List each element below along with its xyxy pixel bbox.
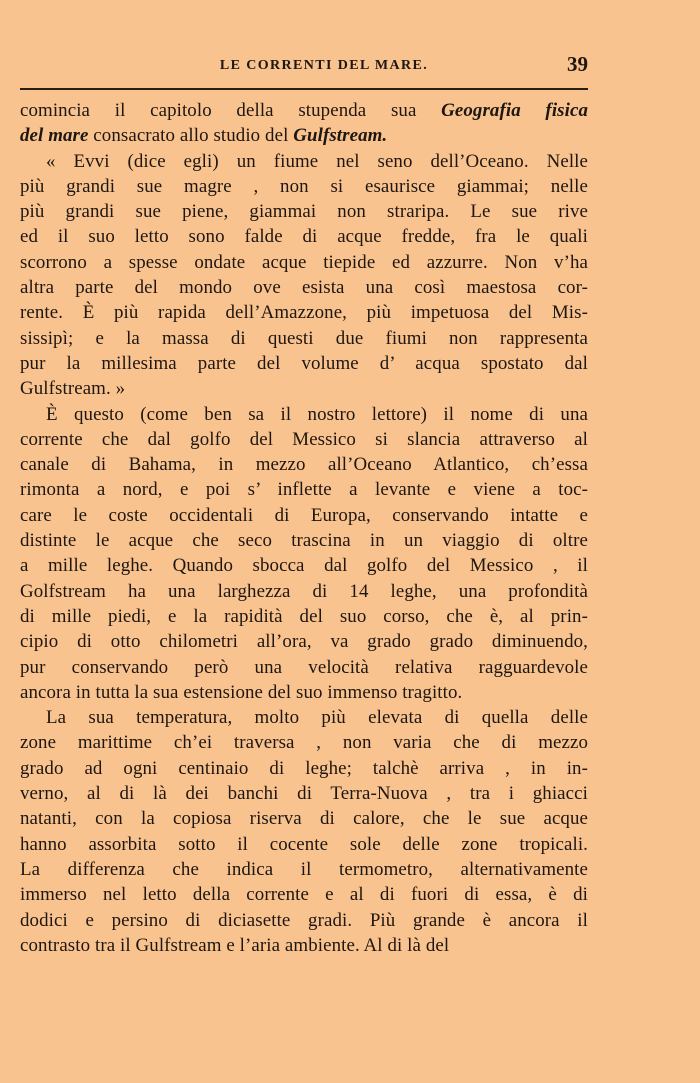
text-line [20,452,588,477]
text-line [20,402,588,427]
text-line [20,579,588,604]
text-line [20,123,588,148]
text-run: canale di Bahama, in mezzo all’Oceano Atlantico, ch’essa [20,454,588,476]
text-run: sissipì; e la massa di questi due fiumi non rappresenta [20,327,588,349]
text-line [20,604,588,629]
text-run: ancora in tutta la sua estensione del suo immenso tragitto. [20,681,463,703]
text-line [20,275,588,300]
text-line [20,933,588,958]
text-run: zone marittime ch’ei traversa , non varia che di mezzo [20,732,588,754]
book-page [20,48,588,958]
text-run: La sua temperatura, molto più elevata di quella delle [46,707,588,729]
text-line [20,300,588,325]
running-title: LE CORRENTI DEL MARE. [219,58,429,73]
text-run: comincia il capitolo della stupenda sua [20,100,442,121]
text-line [20,351,588,376]
text-run: pur la millesima parte del volume d’ acqua spostato dal [20,352,588,374]
header-rule [20,88,588,90]
text-line [20,528,588,553]
text-run: La differenza che indica il termometro, alternativamente [20,858,588,880]
text-run: di mille piedi, e la rapidità del suo corso, che è, al prin- [20,605,588,627]
text-run: Gulfstream. » [20,378,126,400]
text-line [20,882,588,907]
text-line [20,98,588,123]
text-line [20,806,588,831]
text-line [20,199,588,224]
text-line [20,857,588,882]
text-line [20,477,588,502]
text-line [20,149,588,174]
italic-title: del mare [20,125,89,147]
text-run: grado ad ogni centinaio di leghe; talchè arriva , in in- [20,757,588,779]
text-line [20,832,588,857]
text-line [20,655,588,680]
text-run: È questo (come ben sa il nostro lettore) il nome di una [46,403,588,425]
page-header [20,48,588,78]
text-line [20,908,588,933]
text-run: dodici e persino di diciasette gradi. Più grande è ancora il [20,909,588,931]
text-line [20,730,588,755]
text-run: rimonta a nord, e poi s’ inflette a levante e viene a toc- [20,479,588,501]
text-run: cipio di otto chilometri all’ora, va grado grado diminuendo, [20,631,588,653]
paragraph-3 [20,402,588,706]
text-line [20,781,588,806]
text-run: verno, al di là dei banchi di Terra-Nuova , tra i ghiacci [20,783,588,805]
text-line [20,629,588,654]
text-run: natanti, con la copiosa riserva di calore, che le sue acque [20,808,588,830]
text-line [20,376,588,401]
paragraph-2 [20,149,588,402]
text-run: altra parte del mondo ove esista una così maestosa cor- [20,277,588,299]
text-line [20,680,588,705]
text-run: corrente che dal golfo del Messico si slancia attraverso al [20,428,588,450]
text-line [20,553,588,578]
italic-title: Gulfstream. [293,125,388,147]
text-run: « Evvi (dice egli) un fiume nel seno dell’Oceano. Nelle [46,150,588,172]
body-text [20,98,588,958]
text-run: contrasto tra il Gulfstream e l’aria ambiente. Al di là del [20,934,450,956]
paragraph-1 [20,98,588,149]
text-run: ed il suo letto sono falde di acque fredde, fra le quali [20,226,588,248]
text-run: Golfstream ha una larghezza di 14 leghe, una profondità [20,580,588,602]
text-run: scorrono a spesse ondate acque tiepide ed azzurre. Non v’ha [20,251,588,273]
text-run: più grandi sue magre , non si esaurisce giammai; nelle [20,175,588,197]
text-run: hanno assorbita sotto il cocente sole delle zone tropicali. [20,833,588,855]
text-run: a mille leghe. Quando sbocca dal golfo del Messico , il [20,555,588,577]
text-run: immerso nel letto della corrente e al di fuori di essa, è di [20,884,588,906]
text-line [20,427,588,452]
page-number: 39 [567,52,588,76]
text-line [20,326,588,351]
text-run: pur conservando però una velocità relativa ragguardevole [20,656,588,678]
text-line [20,705,588,730]
text-line [20,174,588,199]
paragraph-4 [20,705,588,958]
text-line [20,224,588,249]
italic-title: Geografia fisica [441,100,588,121]
text-line [20,250,588,275]
text-line [20,503,588,528]
text-run: più grandi sue piene, giammai non straripa. Le sue rive [20,201,588,223]
text-line [20,756,588,781]
text-run: distinte le acque che seco trascina in un viaggio di oltre [20,530,588,552]
text-run: consacrato allo studio del [88,125,294,147]
text-run: rente. È più rapida dell’Amazzone, più impetuosa del Mis- [20,302,588,324]
text-run: care le coste occidentali di Europa, conservando intatte e [20,504,588,526]
